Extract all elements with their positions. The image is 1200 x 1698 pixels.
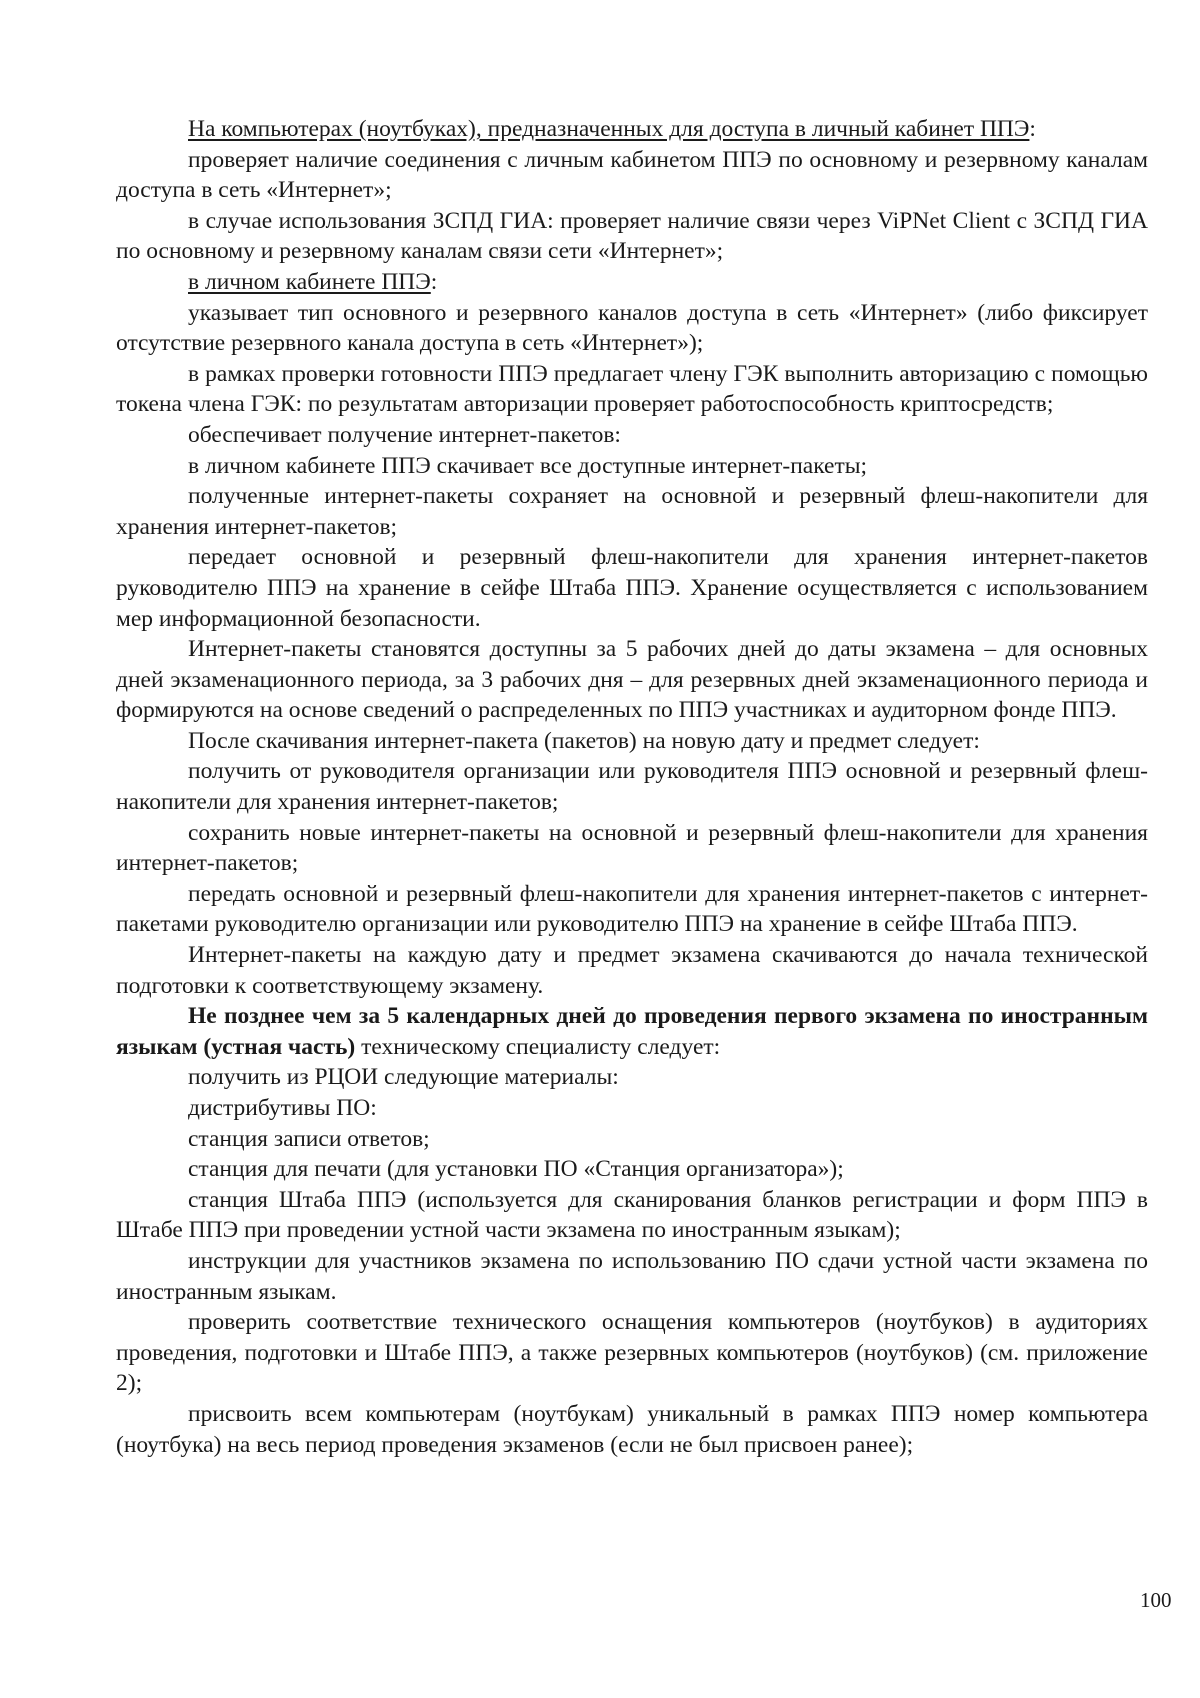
paragraph-2 [116,145,1148,206]
text-run: указывает тип основного и резервного каналов доступа в сеть «Интернет» (либо фиксирует отсутствие резервного канала доступа в сеть «Интернет»); [116,299,1148,357]
bold-emphasis: Не позднее чем за 5 календарных дней до проведения первого экзамена по иностранным языкам (устная часть) [116,1003,1148,1060]
text-run: Интернет-пакеты на каждую дату и предмет экзамена скачиваются до начала технической подготовки к соответствующему экзамену. [116,942,1148,999]
paragraph-19 [116,1093,1148,1124]
text-run: в личном кабинете ППЭ скачивает все доступные интернет-пакеты; [188,452,868,479]
text-run: станция Штаба ППЭ (используется для сканирования бланков регистрации и форм ППЭ в Штабе ППЭ при проведении устной части экзамена по иностранным языкам); [116,1186,1148,1244]
text-run: станция для печати (для установки ПО «Станция организатора»); [188,1156,844,1183]
text-run: в рамках проверки готовности ППЭ предлагает члену ГЭК выполнить авторизацию с помощью токена члена ГЭК: по результатам авторизации проверяет работоспособность криптосредств; [116,360,1148,418]
paragraph-7 [116,420,1148,451]
paragraph-24 [116,1307,1148,1399]
paragraph-18 [116,1062,1148,1093]
text-run: После скачивания интернет-пакета (пакетов) на новую дату и предмет следует: [188,727,980,754]
paragraph-13 [116,756,1148,817]
text-run: передает основной и резервный флеш-накопители для хранения интернет-пакетов руководителю ППЭ на хранение в сейфе Штаба ППЭ. Хранение осуществляется с использованием мер информационной безопасности. [116,544,1148,632]
paragraph-25 [116,1399,1148,1460]
text-run: получить от руководителя организации или руководителя ППЭ основной и резервный флеш-накопители для хранения интернет-пакетов; [116,758,1148,816]
text-run: полученные интернет-пакеты сохраняет на основной и резервный флеш-накопители для хранения интернет-пакетов; [116,483,1148,540]
paragraph-9 [116,481,1148,542]
paragraph-21 [116,1154,1148,1185]
paragraph-11 [116,634,1148,726]
text-run: инструкции для участников экзамена по использованию ПО сдачи устной части экзамена по иностранным языкам. [116,1247,1148,1305]
text-run: обеспечивает получение интернет-пакетов: [188,421,621,448]
paragraph-20 [116,1124,1148,1155]
paragraph-1 [116,114,1148,145]
text-run: техническому специалисту следует: [355,1033,721,1060]
paragraph-17 [116,1001,1148,1062]
underlined-heading: На компьютерах (ноутбуках), предназначенных для доступа в личный кабинет ППЭ [188,116,1030,142]
text-run: проверяет наличие соединения с личным кабинетом ППЭ по основному и резервному каналам доступа в сеть «Интернет»; [116,146,1148,204]
paragraph-22 [116,1185,1148,1246]
text-run: передать основной и резервный флеш-накопители для хранения интернет-пакетов с интернет-пакетами руководителю организации или руководителю ППЭ на хранение в сейфе Штаба ППЭ. [116,880,1148,938]
paragraph-3 [116,206,1148,267]
text-run: : [430,268,438,295]
paragraph-6 [116,359,1148,420]
text-run: Интернет-пакеты становятся доступны за 5 рабочих дней до даты экзамена – для основных дней экзаменационного периода, за 3 рабочих дня – для резервных дней экзаменационного периода и формируются на основе сведений о распределенных по ППЭ участниках и аудиторном фонде ППЭ. [116,636,1148,724]
paragraph-8 [116,451,1148,482]
text-run: в случае использования ЗСПД ГИА: проверяет наличие связи через ViPNet Client с ЗСПД ГИА по основному и резервному каналам связи сети «Интернет»; [116,207,1148,265]
text-run: сохранить новые интернет-пакеты на основной и резервный флеш-накопители для хранения интернет-пакетов; [116,819,1148,877]
paragraph-4 [116,267,1148,298]
text-run: дистрибутивы ПО: [188,1095,377,1121]
underlined-heading: в личном кабинете ППЭ [188,268,431,295]
text-run: получить из РЦОИ следующие материалы: [188,1064,619,1091]
paragraph-5 [116,298,1148,359]
text-run: станция записи ответов; [188,1125,430,1152]
text-run: присвоить всем компьютерам (ноутбукам) уникальный в рамках ППЭ номер компьютера (ноутбука) на весь период проведения экзаменов (если не был присвоен ранее); [116,1400,1148,1458]
paragraph-12 [116,726,1148,757]
page-number: 100 [1140,1588,1172,1612]
paragraph-23 [116,1246,1148,1307]
document-body [116,114,1148,1460]
paragraph-15 [116,879,1148,940]
paragraph-16 [116,940,1148,1001]
paragraph-10 [116,542,1148,634]
text-run: проверить соответствие технического оснащения компьютеров (ноутбуков) в аудиториях проведения, подготовки и Штабе ППЭ, а также резервных компьютеров (ноутбуков) (см. приложение 2); [116,1309,1148,1397]
text-run: : [1029,116,1036,142]
paragraph-14 [116,818,1148,879]
